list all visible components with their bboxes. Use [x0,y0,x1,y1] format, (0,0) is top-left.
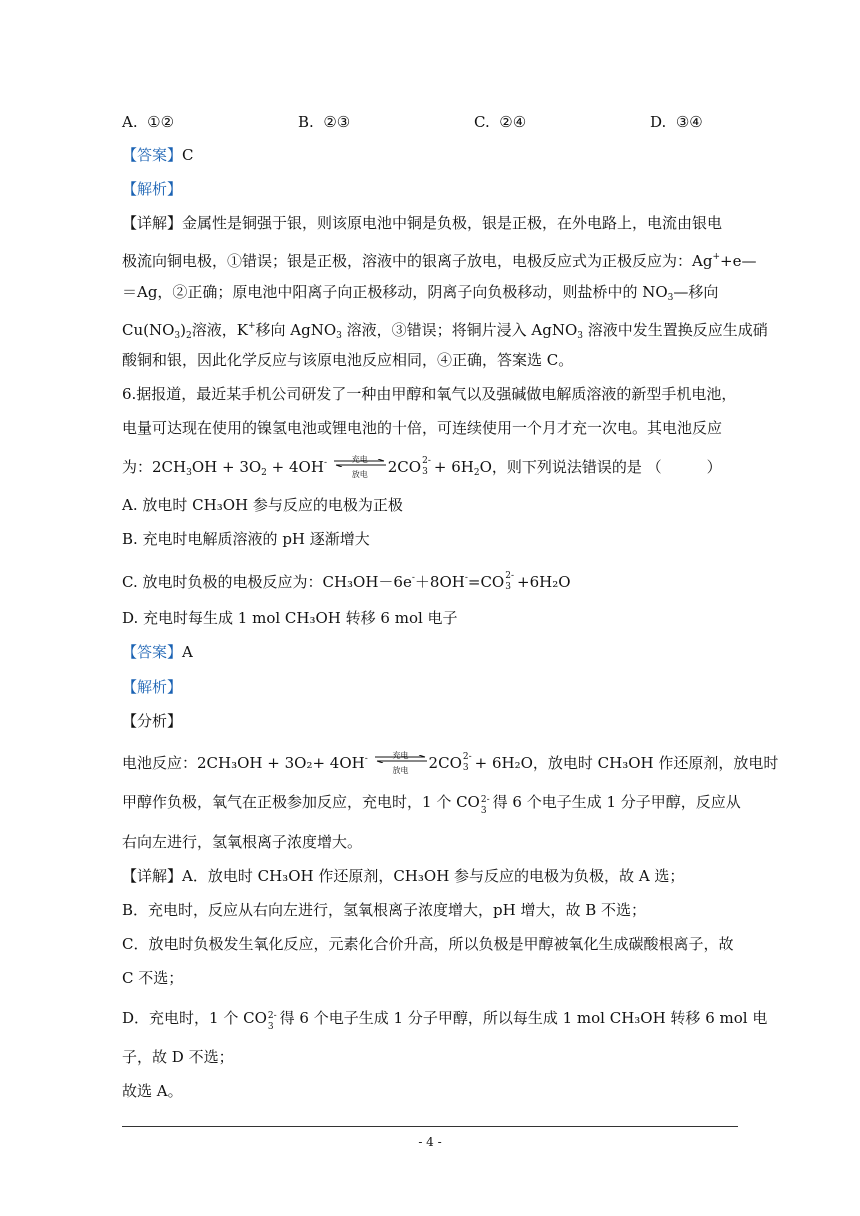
q6-conclusion: 故选 A。 [122,1082,183,1100]
answer-tag: 【答案】 [122,146,183,164]
option-b: B. ②③ [298,113,351,131]
reversible-arrow: 充电 放电 [332,452,388,474]
q6-answer: 【答案】A [122,643,193,661]
reversible-arrow-2: 充电 放电 [373,748,429,770]
q6-analysis-line-2: 甲醇作负极，氧气在正极参加反应，充电时，1 个 CO 2- 3 得 6 个电子生成 1 分子甲醇，反应从 [122,793,741,816]
option-c: C. ②④ [474,113,527,131]
q6-fenxi-tag: 【分析】 [122,712,183,730]
q6-stem-line-2: 电量可达现在使用的镍氢电池或锂电池的十倍，可连续使用一个月才充一次电。其电池反应 [122,419,723,437]
q6-option-c: C. 放电时负极的电极反应为：CH₃OH－6e-＋8OH-=CO 2- 3 +6H₂O [122,571,571,592]
q6-option-d: D. 充电时每生成 1 mol CH₃OH 转移 6 mol 电子 [122,609,458,627]
q5-analysis-tag: 【解析】 [122,180,183,198]
option-a: A. ①② [122,113,175,131]
q6-detail-c-2: C 不选； [122,969,184,987]
q5-detail-line-2: 极流向铜电极，①错误；银是正极，溶液中的银离子放电，电极反应式为正极反应为：Ag++e— [122,252,757,270]
q5-detail-line-3: ＝Ag，②正确；原电池中阳离子向正极移动，阴离子向负极移动，则盐桥中的 $NO_3—$移向 [122,283,719,303]
q6-option-a: A. 放电时 CH₃OH 参与反应的电极为正极 [122,496,403,514]
q6-analysis-tag: 【解析】 [122,678,183,696]
answer-value: C [182,146,194,164]
q6-analysis-line-1: 电池反应：2CH₃OH + 3O₂+ 4OH- 充电 放电 2CO 2- 3 + 6H₂O，放电时 CH₃OH 作还原剂，放电时 [122,748,778,774]
page-number: - 4 - [418,1135,442,1149]
q6-stem-line-3: 为：$2CH_3OH + 3O_2 + 4OH^-$ 充电 放电 2CO 2- 3 + $6H_2O$，则下列说法错误的是 （ ） [122,452,722,484]
option-d: D. ③④ [650,113,703,131]
q5-detail-line-5: 酸铜和银，因此化学反应与该原电池反应相同，④正确，答案选 C。 [122,351,574,369]
q6-detail-d-2: 子，故 D 不选； [122,1048,234,1066]
q5-detail-line-4: $Cu(NO_3)_2$溶液，K+移向 AgNO$_3$ 溶液，③错误；将铜片浸入 AgNO$_3$ 溶液中发生置换反应生成硝 [122,321,768,341]
q6-detail-b: B．充电时，反应从右向左进行，氢氧根离子浓度增大，pH 增大，故 B 不选； [122,901,647,919]
q6-stem-line-1: 6.据报道，最近某手机公司研发了一种由甲醇和氧气以及强碱做电解质溶液的新型手机电池， [122,385,737,403]
q6-detail-a: 【详解】A．放电时 CH₃OH 作还原剂，CH₃OH 参与反应的电极为负极，故 A 选； [122,867,685,885]
q6-detail-c-1: C．放电时负极发生氧化反应，元素化合价升高，所以负极是甲醇被氧化生成碳酸根离子，故 [122,935,734,953]
q5-answer [122,144,194,166]
q6-option-b: B. 充电时电解质溶液的 pH 逐渐增大 [122,530,370,548]
q5-detail-line-1: 【详解】金属性是铜强于银，则该原电池中铜是负极，银是正极，在外电路上，电流由银电 [122,214,723,232]
q6-analysis-line-3: 右向左进行，氢氧根离子浓度增大。 [122,833,363,851]
q6-detail-d-1: D．充电时，1 个 CO 2- 3 得 6 个电子生成 1 分子甲醇，所以每生成 1 mol CH₃OH 转移 6 mol 电 [122,1009,768,1032]
footer-rule [122,1126,738,1127]
